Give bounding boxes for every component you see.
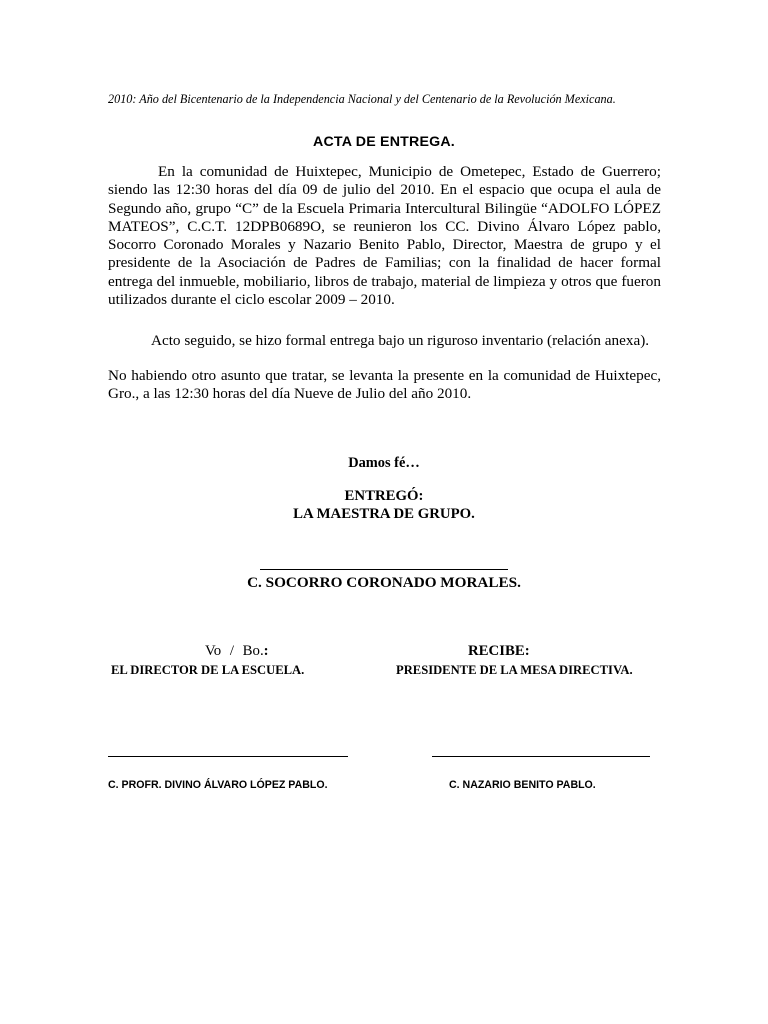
director-name: C. PROFR. DIVINO ÁLVARO LÓPEZ PABLO. [108,779,328,791]
signature-line-director [108,756,348,757]
damos-fe: Damos fé… [348,455,420,471]
vobo-heading [205,643,269,660]
paragraph-inventory: Acto seguido, se hizo formal entrega bajo un riguroso inventario (relación anexa). [151,332,650,349]
maestra-de-grupo-label: LA MAESTRA DE GRUPO. [293,506,475,522]
document-title: ACTA DE ENTREGA. [313,134,455,150]
presidente-name: C. NAZARIO BENITO PABLO. [449,779,596,791]
paragraph-closing: No habiendo otro asunto que tratar, se levanta la presente en la comunidad de Huixtepec, Gro., a las 12:30 horas del día Nueve de Julio del año 2010. [108,367,661,403]
vobo-colon: : [263,643,269,659]
director-role: EL DIRECTOR DE LA ESCUELA. [111,663,305,677]
presidente-role: PRESIDENTE DE LA MESA DIRECTIVA. [396,663,633,677]
signature-line-presidente [432,756,650,757]
recibe-label: RECIBE: [468,643,530,659]
signature-line-main [260,569,508,570]
header-motto: 2010: Año del Bicentenario de la Independencia Nacional y del Centenario de la Revolución Mexicana. [108,92,616,106]
vobo-label: Vo / Bo. [205,643,264,659]
signer-main-name: C. SOCORRO CORONADO MORALES. [247,574,521,591]
paragraph-intro: En la comunidad de Huixtepec, Municipio de Ometepec, Estado de Guerrero; siendo las 12:30 horas del día 09 de julio del 2010. En el espacio que ocupa el aula de Segundo año, grupo “C” de la Escuela Primaria Intercultural Bilingüe “ADOLFO LÓPEZ MATEOS”, C.C.T. 12DPB0689O, se reunieron los CC. Divino Álvaro López pablo, Socorro Coronado Morales y Nazario Benito Pablo, Director, Maestra de grupo y el presidente de la Asociación de Padres de Familias; con la finalidad de hacer formal entrega del inmueble, mobiliario, libros de trabajo, material de limpieza y otros que fueron utilizados durante el ciclo escolar 2009 – 2010. [108,163,661,309]
entrego-label: ENTREGÓ: [344,488,424,504]
